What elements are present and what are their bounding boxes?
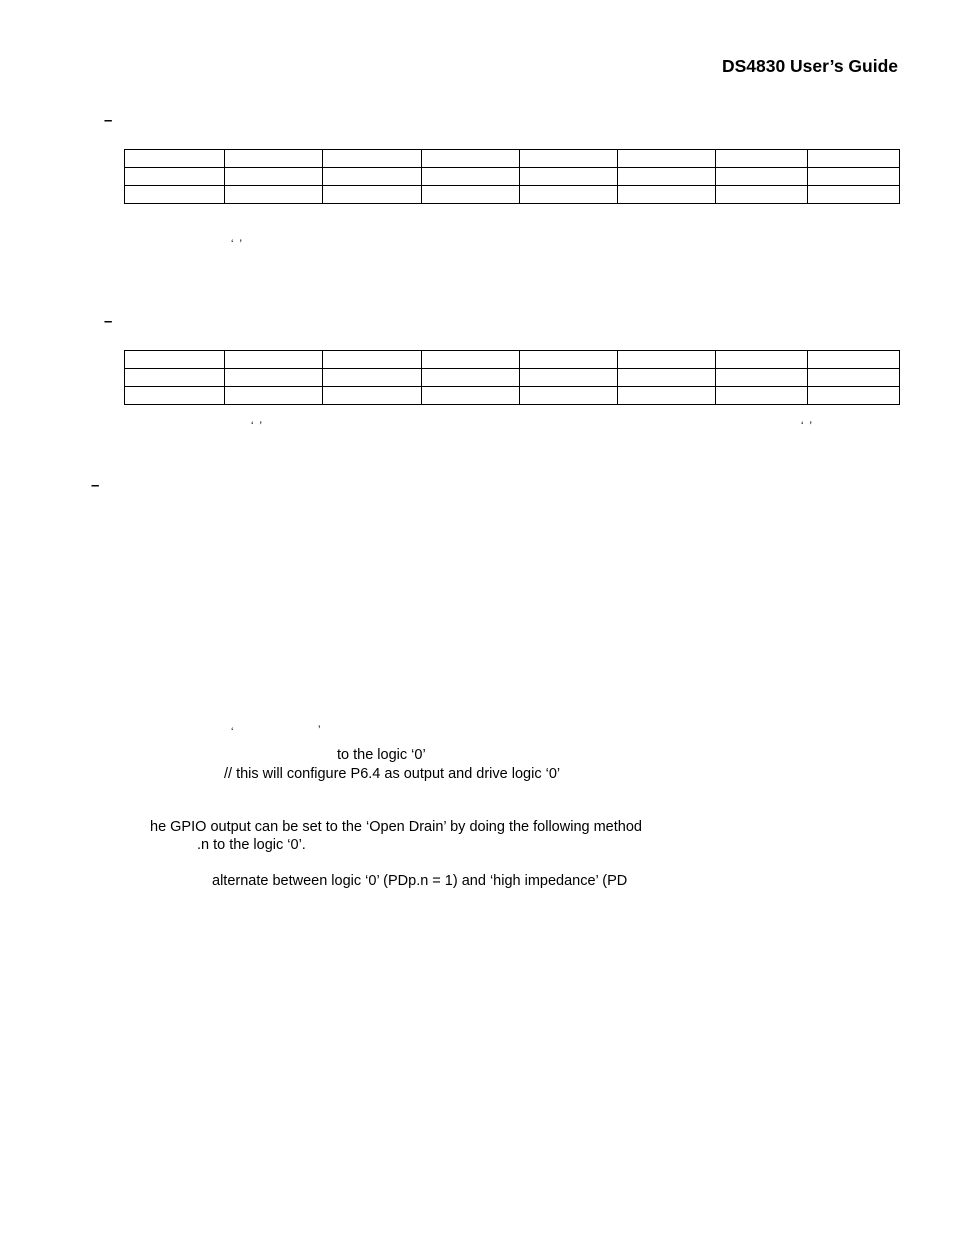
section-dash-2: –	[104, 313, 113, 330]
register-table-2	[124, 350, 900, 405]
quote-fragment-2: ‘ ’	[251, 420, 262, 432]
quote-fragment-1: ‘ ’	[231, 238, 242, 250]
section-dash-1: –	[104, 112, 113, 129]
text-line-logic0: to the logic ‘0’	[337, 747, 426, 763]
page-header-title: DS4830 User’s Guide	[721, 56, 898, 76]
quote-fragment-5: ’	[318, 724, 321, 736]
table-row	[125, 168, 900, 186]
table-row	[125, 351, 900, 369]
text-line-open-drain: he GPIO output can be set to the ‘Open Drain’ by doing the following method	[150, 819, 642, 835]
text-line-n-logic0: .n to the logic ‘0’.	[197, 837, 306, 853]
section-dash-3: –	[91, 477, 100, 494]
table-row	[125, 186, 900, 204]
quote-fragment-3: ‘ ’	[801, 420, 812, 432]
text-line-alternate: alternate between logic ‘0’ (PDp.n = 1) and ‘high impedance’ (PD	[212, 873, 628, 889]
code-comment-line: // this will configure P6.4 as output and drive logic ‘0’	[224, 766, 561, 782]
table-row	[125, 387, 900, 405]
table-row	[125, 150, 900, 168]
table-row	[125, 369, 900, 387]
register-table-1	[124, 149, 900, 204]
quote-fragment-4: ‘	[231, 726, 234, 738]
